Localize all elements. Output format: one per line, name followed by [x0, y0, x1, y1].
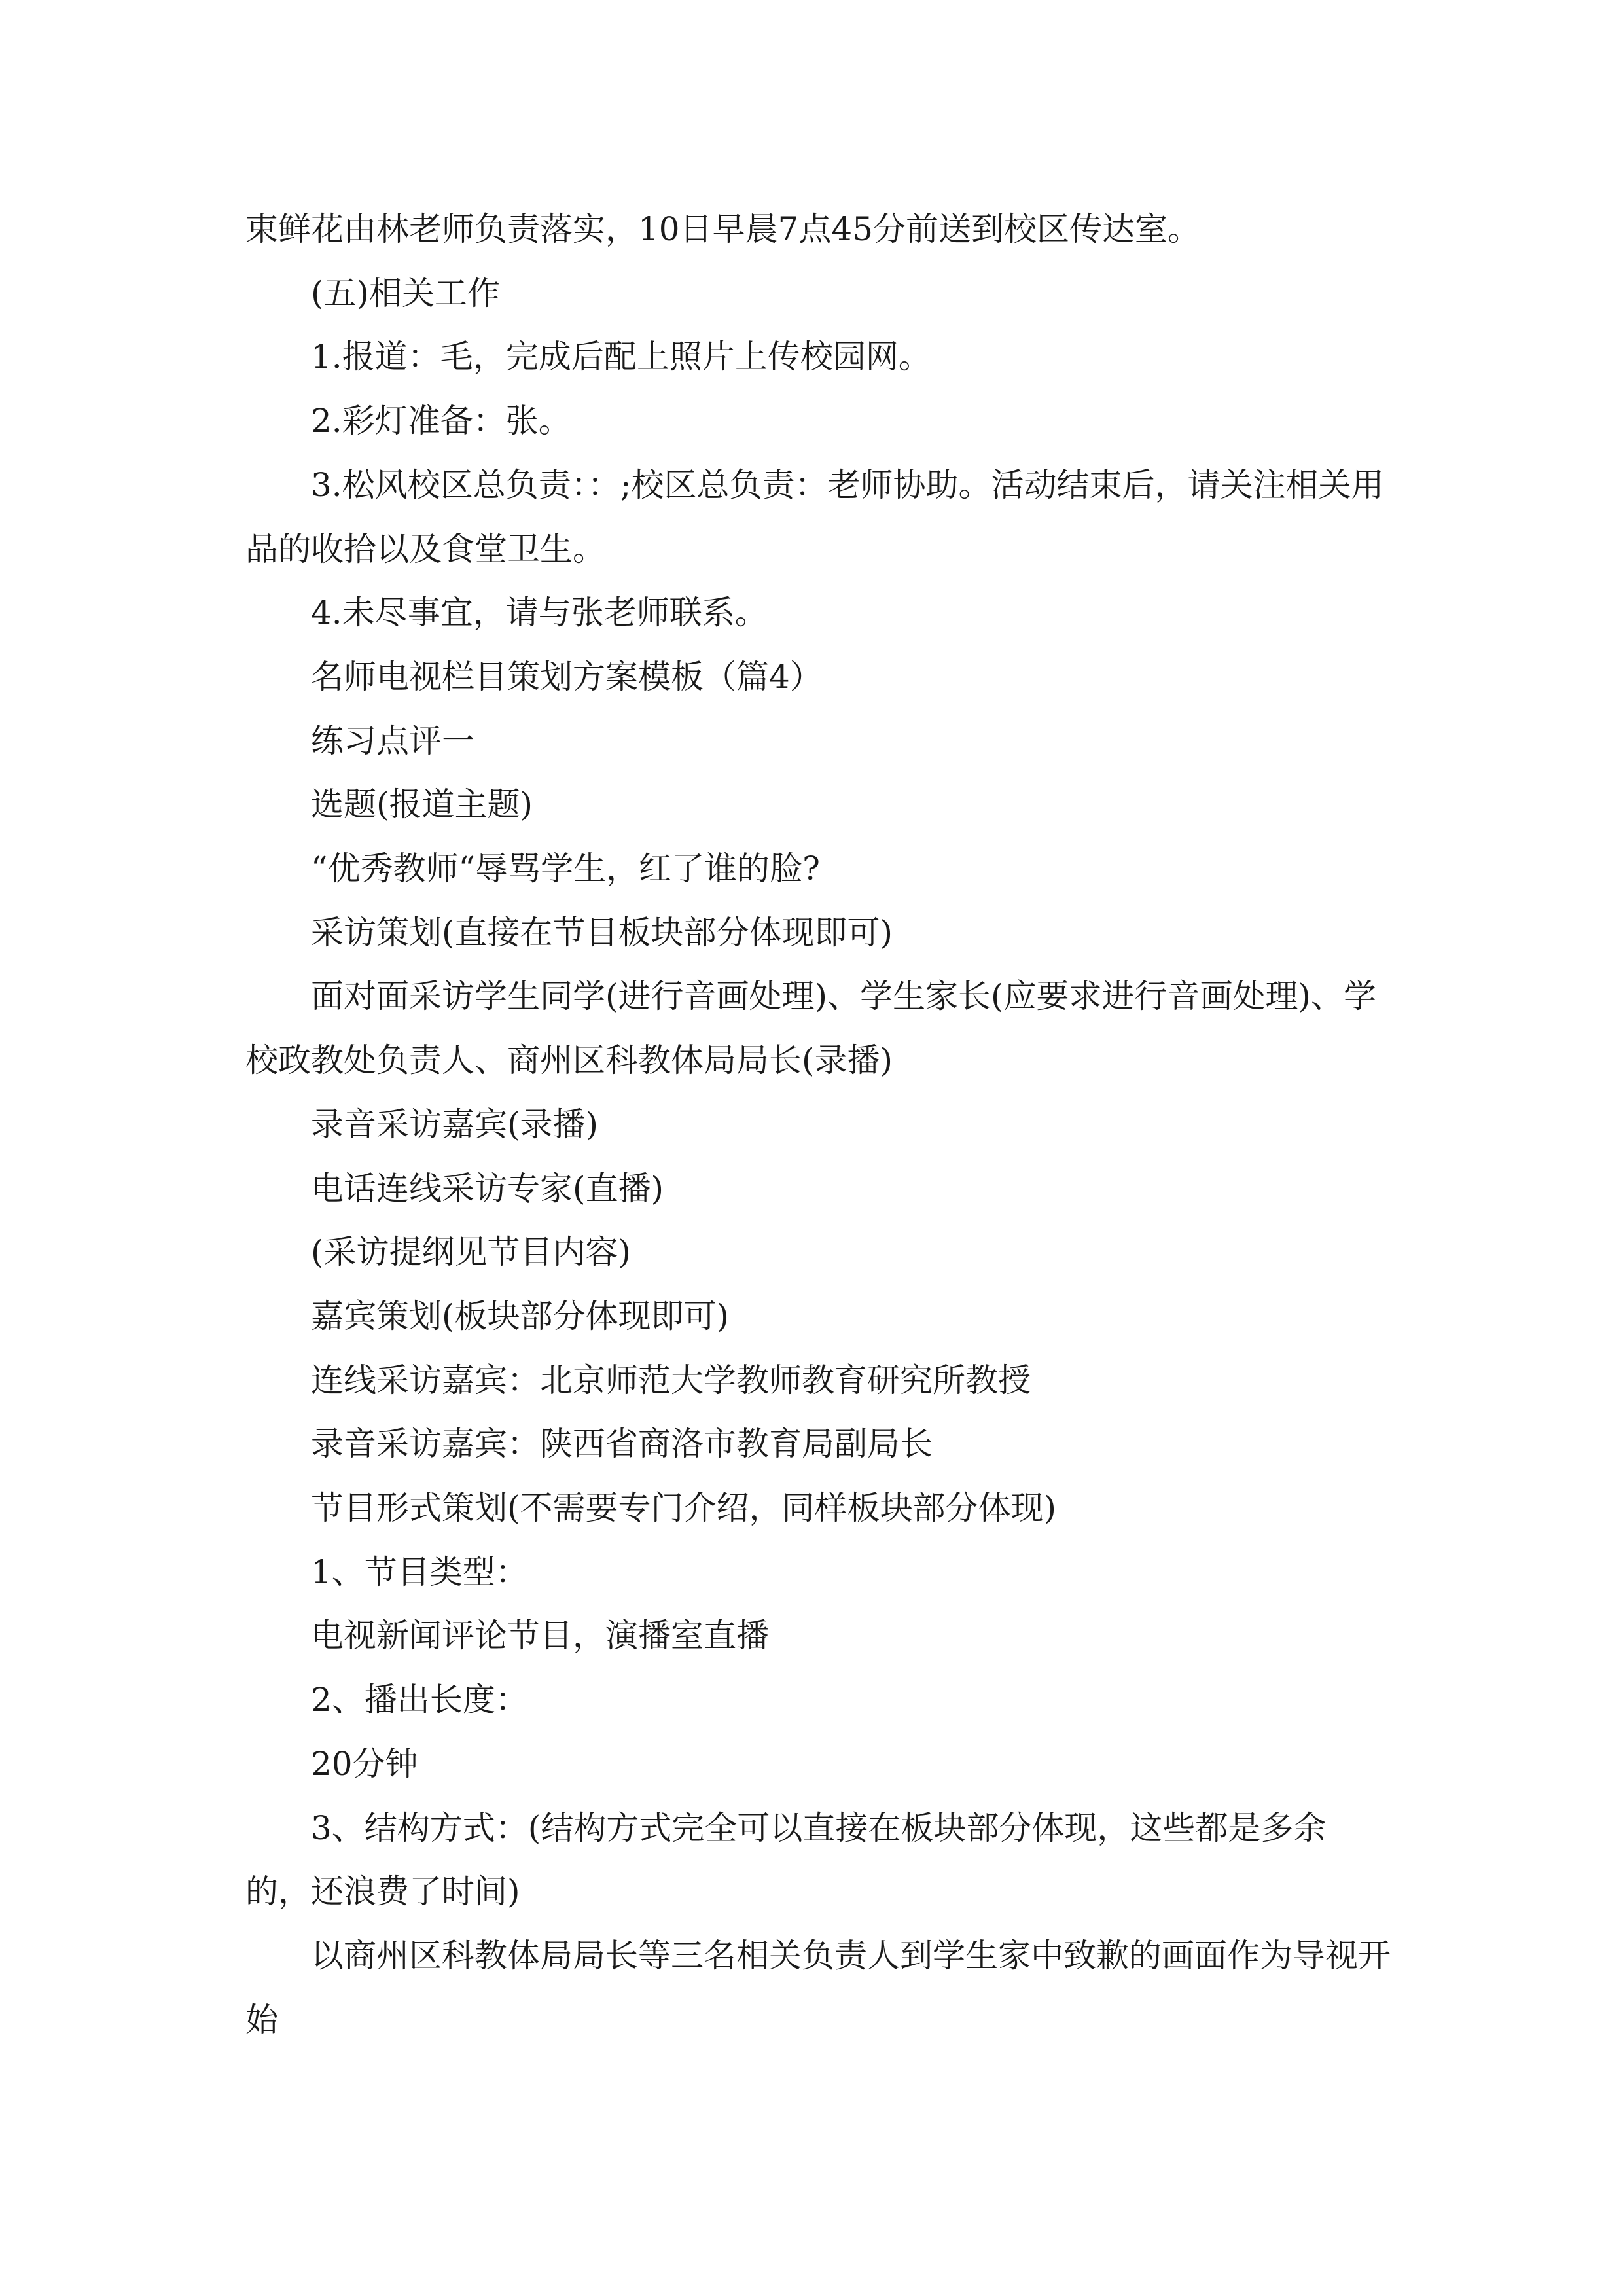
document-body: [245, 198, 1391, 2052]
paragraph: 以商州区科教体局局长等三名相关负责人到学生家中致歉的画面作为导视开始: [245, 1936, 1391, 2039]
paragraph: 录音采访嘉宾(录播): [311, 1105, 599, 1143]
section-heading: 练习点评一: [311, 721, 474, 760]
paragraph: 束鲜花由林老师负责落实，10日早晨7点45分前送到校区传达室。: [245, 210, 1201, 248]
paragraph: 面对面采访学生同学(进行音画处理)、学生家长(应要求进行音画处理)、学校政教处负责人、商州区科教体局局长(录播): [245, 977, 1377, 1080]
paragraph: 连线采访嘉宾：北京师范大学教师教育研究所教授: [311, 1361, 1031, 1399]
section-heading: 选题(报道主题): [311, 785, 533, 824]
paragraph: 电话连线采访专家(直播): [311, 1169, 664, 1208]
paragraph: 录音采访嘉宾：陕西省商洛市教育局副局长: [311, 1425, 933, 1463]
list-item: 2、播出长度：: [311, 1681, 528, 1719]
section-heading: (五)相关工作: [311, 274, 501, 312]
list-item: 1、节目类型：: [311, 1552, 528, 1591]
document-title: 名师电视栏目策划方案模板（篇4）: [311, 657, 823, 696]
paragraph: “优秀教师“辱骂学生，红了谁的脸?: [311, 850, 820, 888]
list-item: 4.未尽事宜，请与张老师联系。: [311, 594, 768, 632]
list-item: 1.报道：毛，完成后配上照片上传校园网。: [311, 338, 931, 376]
paragraph: 电视新闻评论节目，演播室直播: [311, 1617, 769, 1655]
section-heading: 嘉宾策划(板块部分体现即可): [311, 1297, 730, 1335]
paragraph: (采访提纲见节目内容): [311, 1233, 632, 1272]
section-heading: 采访策划(直接在节目板块部分体现即可): [311, 913, 893, 952]
list-item: 2.彩灯准备：张。: [311, 402, 571, 440]
list-item: 3.松风校区总负责：：;校区总负责：老师协助。活动结束后，请关注相关用品的收拾以及食堂卫生。: [245, 465, 1384, 568]
list-item: 3、结构方式：(结构方式完全可以直接在板块部分体现，这些都是多余的，还浪费了时间): [245, 1808, 1327, 1911]
paragraph: 20分钟: [311, 1744, 418, 1783]
section-heading: 节目形式策划(不需要专门介绍，同样板块部分体现): [311, 1489, 1057, 1528]
